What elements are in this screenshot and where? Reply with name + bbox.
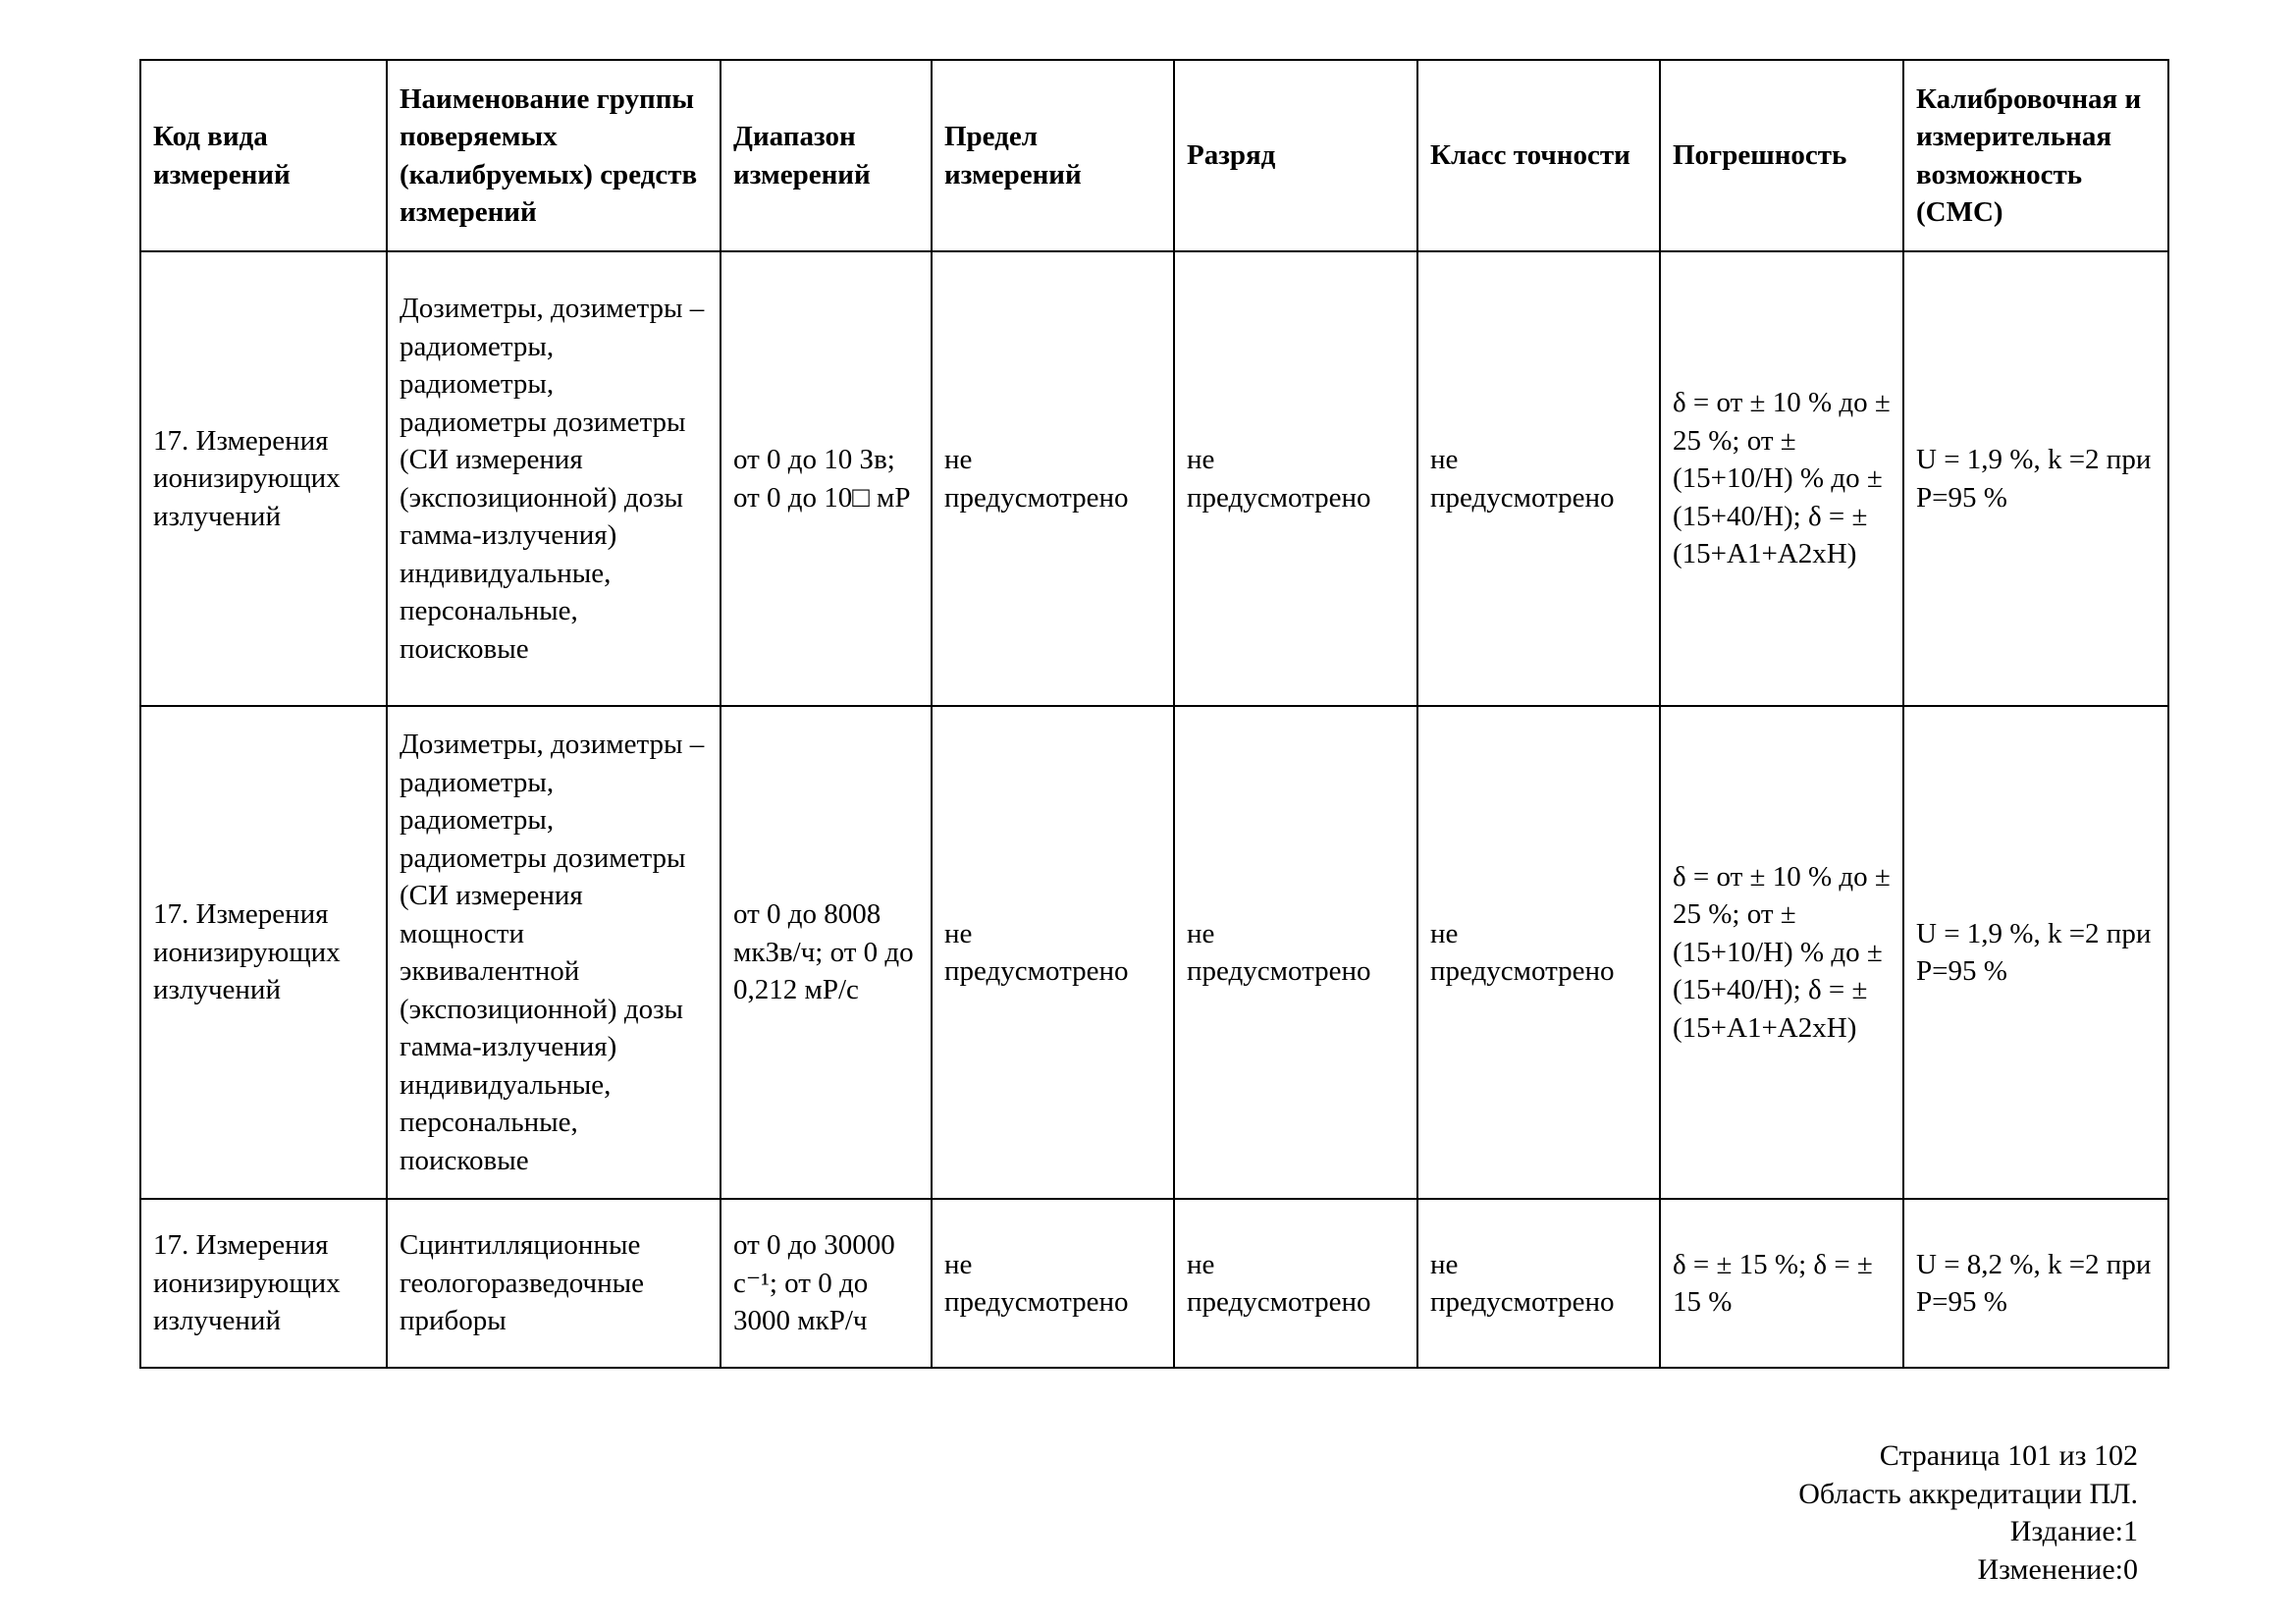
cell-cmc: U = 8,2 %, k =2 при P=95 % — [1903, 1199, 2168, 1368]
cell-accuracy-class: не предусмотрено — [1417, 706, 1660, 1199]
header-limit: Предел измерений — [932, 60, 1174, 251]
cell-cmc: U = 1,9 %, k =2 при P=95 % — [1903, 251, 2168, 706]
cell-range: от 0 до 8008 мкЗв/ч; от 0 до 0,212 мР/с — [721, 706, 932, 1199]
cell-grade: не предусмотрено — [1174, 251, 1417, 706]
cell-grade: не предусмотрено — [1174, 1199, 1417, 1368]
header-group: Наименование группы поверяемых (калибруемых) средств измерений — [387, 60, 721, 251]
cell-limit: не предусмотрено — [932, 706, 1174, 1199]
edition: Издание:1 — [2009, 1515, 2138, 1547]
page-footer — [1798, 1437, 2138, 1589]
cell-error: δ = от ± 10 % до ± 25 %; от ± (15+10/Н) % до ± (15+40/Н); δ = ± (15+А1+А2хН) — [1660, 706, 1903, 1199]
table-row — [140, 1199, 2168, 1368]
cell-group: Сцинтилляционные геологоразведочные приборы — [387, 1199, 721, 1368]
cell-code: 17. Измерения ионизирующих излучений — [140, 1199, 387, 1368]
cell-accuracy-class: не предусмотрено — [1417, 251, 1660, 706]
cell-code: 17. Измерения ионизирующих излучений — [140, 251, 387, 706]
cell-code: 17. Измерения ионизирующих излучений — [140, 706, 387, 1199]
cell-range: от 0 до 30000 с⁻¹; от 0 до 3000 мкР/ч — [721, 1199, 932, 1368]
cell-group: Дозиметры, дозиметры – радиометры, радиометры, радиометры дозиметры (СИ измерения мощности эквивалентной (экспозиционной) дозы гамма-излучения) индивидуальные, персональные, поисковые — [387, 706, 721, 1199]
header-cmc: Калибровочная и измерительная возможность (СМС) — [1903, 60, 2168, 251]
cell-grade: не предусмотрено — [1174, 706, 1417, 1199]
cell-error: δ = от ± 10 % до ± 25 %; от ± (15+10/Н) % до ± (15+40/Н); δ = ± (15+А1+А2хН) — [1660, 251, 1903, 706]
cell-accuracy-class: не предусмотрено — [1417, 1199, 1660, 1368]
table-header-row — [140, 60, 2168, 251]
page-number: Страница 101 из 102 — [1879, 1439, 2138, 1472]
accreditation-scope-table — [139, 59, 2169, 1369]
table-row — [140, 251, 2168, 706]
header-accuracy-class: Класс точности — [1417, 60, 1660, 251]
table-row — [140, 706, 2168, 1199]
revision: Изменение:0 — [1977, 1552, 2138, 1586]
document-scope: Область аккредитации ПЛ. — [1798, 1477, 2138, 1510]
header-error: Погрешность — [1660, 60, 1903, 251]
cell-limit: не предусмотрено — [932, 251, 1174, 706]
header-code: Код вида измерений — [140, 60, 387, 251]
cell-cmc: U = 1,9 %, k =2 при P=95 % — [1903, 706, 2168, 1199]
cell-limit: не предусмотрено — [932, 1199, 1174, 1368]
header-grade: Разряд — [1174, 60, 1417, 251]
cell-group: Дозиметры, дозиметры – радиометры, радиометры, радиометры дозиметры (СИ измерения (экспозиционной) дозы гамма-излучения) индивидуальные, персональные, поисковые — [387, 251, 721, 706]
cell-error: δ = ± 15 %; δ = ± 15 % — [1660, 1199, 1903, 1368]
cell-range: от 0 до 10 Зв; от 0 до 10□ мР — [721, 251, 932, 706]
header-range: Диапазон измерений — [721, 60, 932, 251]
